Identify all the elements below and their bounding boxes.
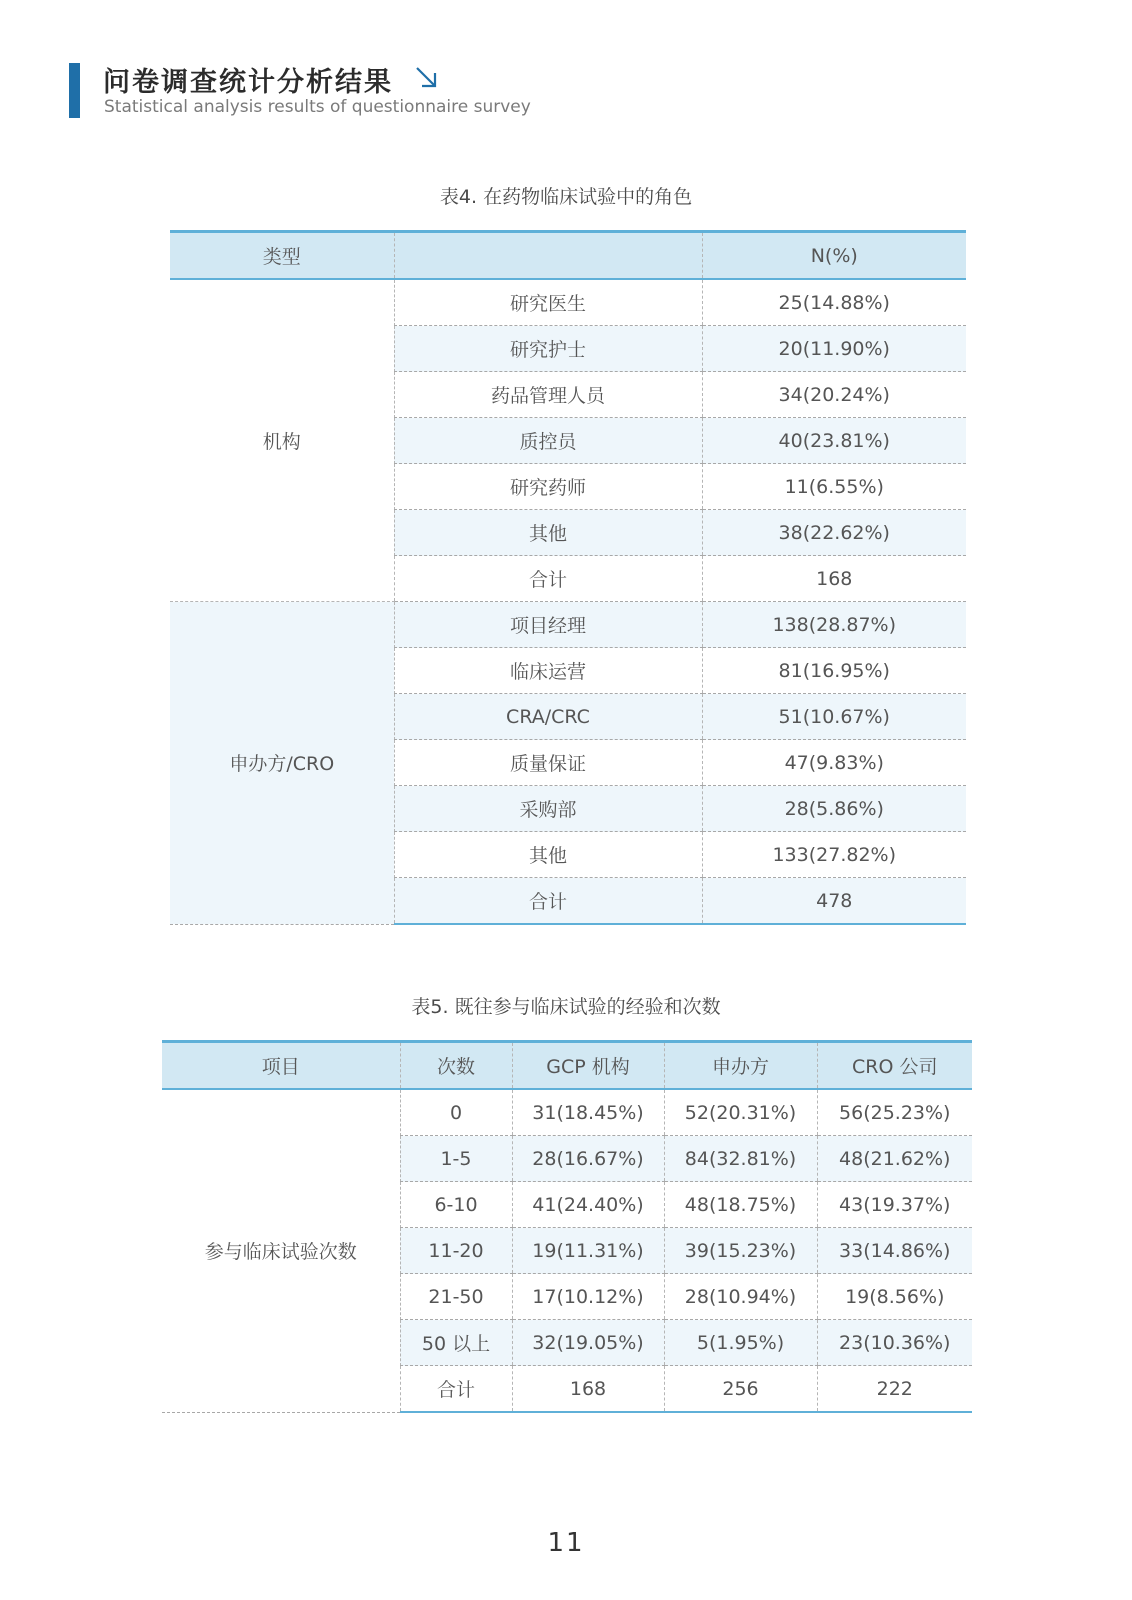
table5-cell: 5(1.95%) [664,1320,817,1366]
table5-cell: 41(24.40%) [512,1182,664,1228]
table4-value: 34(20.24%) [702,372,966,418]
table4-role: 合计 [394,878,702,925]
table5-cell: 222 [817,1366,972,1413]
table4-value: 51(10.67%) [702,694,966,740]
table4-role: 研究药师 [394,464,702,510]
table4 [170,230,966,925]
table4-value: 11(6.55%) [702,464,966,510]
table5-header-gcp: GCP 机构 [512,1042,664,1090]
page-subtitle: Statistical analysis results of questionnaire survey [104,97,531,117]
table5-cell: 17(10.12%) [512,1274,664,1320]
table5-cell: 48(21.62%) [817,1136,972,1182]
table4-category-sponsor-cro: 申办方/CRO [170,602,394,925]
table5-header-row [162,1042,972,1090]
table4-role: 项目经理 [394,602,702,648]
table5-cell: 50 以上 [400,1320,512,1366]
table5-cell: 256 [664,1366,817,1413]
table5-cell: 合计 [400,1366,512,1413]
table4-role: 药品管理人员 [394,372,702,418]
header-accent-bar [69,63,80,118]
table5-cell: 31(18.45%) [512,1089,664,1136]
table4-value: 138(28.87%) [702,602,966,648]
page-title: 问卷调查统计分析结果 [103,67,393,98]
table5-header-item: 项目 [162,1042,400,1090]
table5 [162,1040,972,1413]
table5-cell: 43(19.37%) [817,1182,972,1228]
table4-header-n: N(%) [702,232,966,280]
table5-header-cro: CRO 公司 [817,1042,972,1090]
table5-cell: 28(10.94%) [664,1274,817,1320]
table4-role: 质量保证 [394,740,702,786]
table-row [170,602,966,648]
table4-role: 研究护士 [394,326,702,372]
table5-header-count: 次数 [400,1042,512,1090]
table5-cell: 39(15.23%) [664,1228,817,1274]
table4-header-row [170,232,966,280]
table4-role: 采购部 [394,786,702,832]
table5-cell: 28(16.67%) [512,1136,664,1182]
table5-cell: 52(20.31%) [664,1089,817,1136]
table4-role: 其他 [394,832,702,878]
table4-value: 478 [702,878,966,925]
table4-value: 47(9.83%) [702,740,966,786]
table4-header-type: 类型 [170,232,394,280]
table5-cell: 21-50 [400,1274,512,1320]
table5-cell: 1-5 [400,1136,512,1182]
page-number: 11 [547,1528,585,1558]
table4-role: 临床运营 [394,648,702,694]
arrow-down-right-icon [415,66,437,88]
table4-header-role [394,232,702,280]
table5-cell: 6-10 [400,1182,512,1228]
table4-role: CRA/CRC [394,694,702,740]
table4-value: 81(16.95%) [702,648,966,694]
table4-role: 其他 [394,510,702,556]
table4-role: 合计 [394,556,702,602]
table5-cell: 19(8.56%) [817,1274,972,1320]
table5-cell: 32(19.05%) [512,1320,664,1366]
table4-caption: 表4. 在药物临床试验中的角色 [439,186,693,208]
table-row [170,279,966,326]
table4-value: 40(23.81%) [702,418,966,464]
table4-value: 168 [702,556,966,602]
table4-value: 20(11.90%) [702,326,966,372]
table5-cell: 56(25.23%) [817,1089,972,1136]
table4-role: 质控员 [394,418,702,464]
table5-caption: 表5. 既往参与临床试验的经验和次数 [411,996,721,1018]
table4-category-institution: 机构 [170,279,394,602]
table5-cell: 0 [400,1089,512,1136]
table4-value: 38(22.62%) [702,510,966,556]
table5-cell: 84(32.81%) [664,1136,817,1182]
table4-role: 研究医生 [394,279,702,326]
table-row [162,1089,972,1136]
table4-value: 25(14.88%) [702,279,966,326]
table5-cell: 48(18.75%) [664,1182,817,1228]
table5-cell: 168 [512,1366,664,1413]
table5-cell: 19(11.31%) [512,1228,664,1274]
table5-cell: 33(14.86%) [817,1228,972,1274]
table5-cell: 23(10.36%) [817,1320,972,1366]
table4-value: 133(27.82%) [702,832,966,878]
table5-header-sponsor: 申办方 [664,1042,817,1090]
table5-cell: 11-20 [400,1228,512,1274]
table5-category: 参与临床试验次数 [162,1089,400,1412]
table4-value: 28(5.86%) [702,786,966,832]
